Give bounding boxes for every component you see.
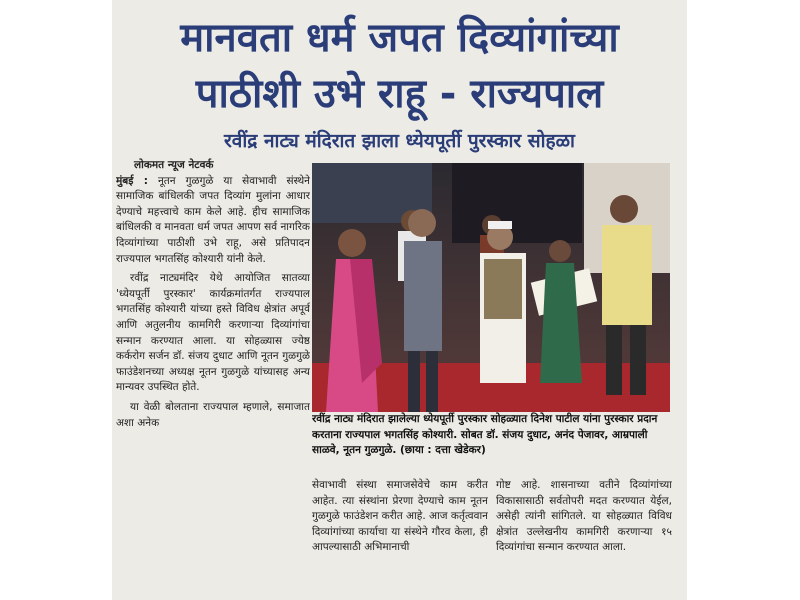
article-paragraph-2: रवींद्र नाट्यमंदिर येथे आयोजित सातव्या 'ध्येयपूर्ती पुरस्कार' कार्यक्रमांतर्गत राज्यपाल भगतसिंह कोश्यारी यांच्या हस्ते विविध क्षेत्रांत अपूर्व आणि अतुलनीय कामगिरी करणाऱ्या दिव्यांगांचा सन्मान करण्यात आला. या सोहळ्यास ज्येष्ठ कर्करोग सर्जन डॉ. संजय दुधाट आणि नूतन गुळगुळे फाउंडेशनच्या अध्यक्ष नूतन गुळगुळे यांच्यासह अन्य मान्यवर उपस्थित होते.	[116, 272, 310, 394]
article-right-text: गोष्ट आहे. शासनाच्या वतीने दिव्यांगांच्या विकासासाठी सर्वतोपरी मदत करण्यात येईल, असेही त्यांनी सांगितले. या सोहळ्यात विविध क्षेत्रांत उल्लेखनीय कामगिरी करणाऱ्या १५ दिव्यांगांचा सन्मान करण्यात आला.	[496, 479, 672, 554]
event-photo	[312, 163, 670, 412]
headline-line-2: पाठीशी उभे राहू - राज्यपाल	[195, 71, 604, 117]
article-right-column	[496, 478, 672, 600]
article-left-column	[116, 158, 310, 600]
headline-line-1: मानवता धर्म जपत दिव्यांगांच्या	[180, 15, 619, 61]
article-paragraph-1	[116, 174, 310, 268]
dateline: मुंबई :	[116, 174, 148, 187]
article-paragraph-3: या वेळी बोलताना राज्यपाल म्हणाले, समाजात अशा अनेक	[116, 400, 310, 429]
article-middle-column	[312, 478, 488, 600]
article-paragraph-1-text: नूतन गुळगुळे या सेवाभावी संस्थेने सामाजिक बांधिलकी जपत दिव्यांग मुलांना आधार देण्याचे महत्त्वाचे काम केले आहे. हीच सामाजिक बांधिलकी व मानवता धर्म जपत आपण सर्व नागरिक दिव्यांगांच्या पाठीशी उभे राहू, असे प्रतिपादन राज्यपाल भगतसिंह कोश्यारी यांनी केले.	[116, 174, 310, 265]
event-photo-illustration	[312, 163, 670, 412]
newspaper-clipping	[112, 0, 687, 600]
byline: लोकमत न्यूज नेटवर्क	[134, 159, 214, 171]
article-middle-text: सेवाभावी संस्था समाजसेवेचे काम करीत आहेत. त्या संस्थांना प्रेरणा देण्याचे काम नूतन गुळगुळे फाउंडेशन करीत आहे. आज कर्तृत्ववान दिव्यांगांच्या कार्याचा या संस्थेने गौरव केला, ही आपल्यासाठी अभिमानाची	[312, 479, 488, 554]
subheadline: रवींद्र नाट्य मंदिरात झाला ध्येयपूर्ती पुरस्कार सोहळा	[224, 130, 575, 152]
photo-caption: रवींद्र नाट्य मंदिरात झालेल्या ध्येयपूर्ती पुरस्कार सोहळ्यात दिनेश पाटील यांना पुरस्कार प्रदान करताना राज्यपाल भगतसिंह कोश्यारी. सोबत डॉ. संजय दुधाट, अनंद पेजावर, आम्रपाली साळवे, नूतन गुळगुळे. (छाया : दत्ता खेडेकर)	[312, 413, 658, 456]
